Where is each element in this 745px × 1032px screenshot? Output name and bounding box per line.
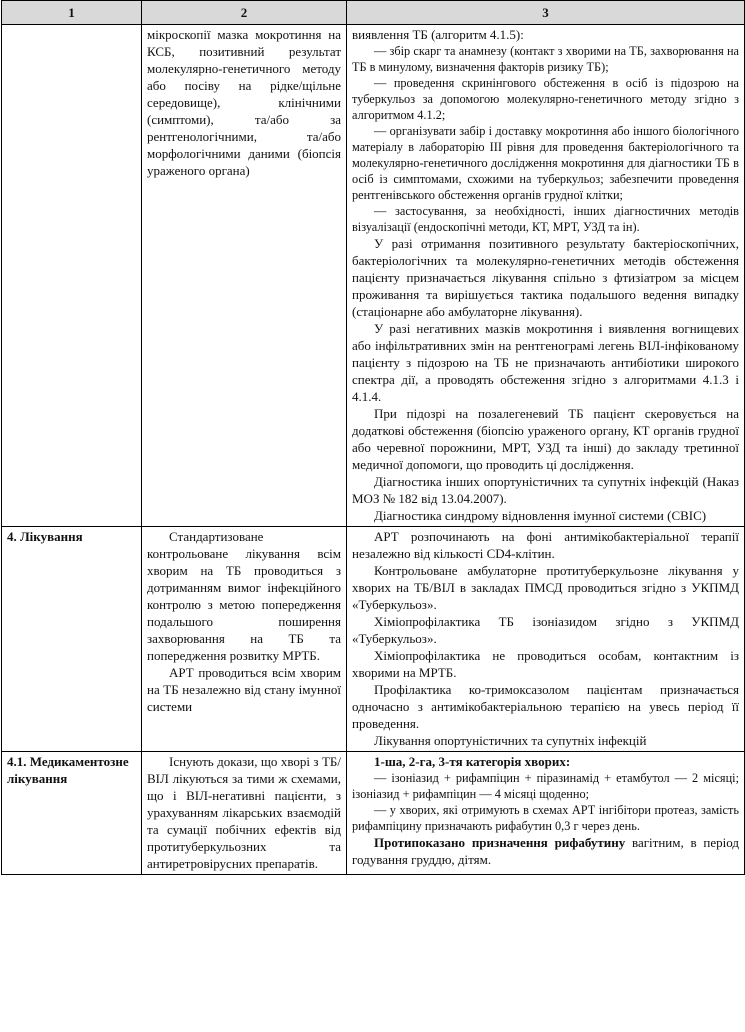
- actions-cell: [347, 25, 745, 527]
- regimen-item: — ізоніазид + рифампіцин + піразинамід + етамбутол — 2 місяці; ізоніазид + рифампіцин — 4 місяці щоденно;: [352, 771, 739, 801]
- stage-cell: [2, 752, 142, 875]
- requirements-cell: [142, 527, 347, 752]
- actions-list-item: — застосування, за необхідності, інших діагностичних методів візуалізації (ендоскопічні методи, КТ, МРТ, УЗД та ін).: [352, 204, 739, 234]
- actions-paragraph: У разі негативних мазків мокротиння і виявлення вогнищевих або інфільтративних змін на рентгенограмі легень ВІЛ-інфікованому пацієнту з підозрою на ТБ не призначають антибіотики широкого спектра дії, а проводять обстеження згідно з алгоритмами 4.1.3 і 4.1.4.: [352, 321, 739, 404]
- stage-title: 4. Лікування: [7, 529, 83, 544]
- requirements-paragraph: АРТ проводиться всім хворим на ТБ незалежно від стану імунної системи: [147, 665, 341, 714]
- actions-cell: [347, 752, 745, 875]
- requirements-paragraph: Існують докази, що хворі з ТБ/ВІЛ лікуються за тими ж схемами, що і ВІЛ-негативні пацієнти, з урахуванням лікарських взаємодій та сумації побічних ефектів від протитуберкульозних та антиретровірусних препаратів.: [147, 754, 341, 871]
- regimen-item: — у хворих, які отримують в схемах АРТ інгібітори протеаз, замість рифампіцину призначають рифабутин 0,3 г через день.: [352, 803, 739, 833]
- table-row-treatment: [2, 527, 745, 752]
- table-header-row: [2, 1, 745, 25]
- column-header-2: 2: [142, 1, 347, 25]
- requirements-cell: [142, 25, 347, 527]
- actions-paragraph: Діагностика синдрому відновлення імунної системи (СВІС): [374, 508, 707, 523]
- actions-list-item: — організувати забір і доставку мокротиння або іншого біологічного матеріалу в лабораторію ІІІ рівня для проведення бактеріологічного та молекулярно-генетичного дослідження мокротиння для діагностики ТБ в осіб із симптомами, схожими на туберкульоз; забезпечити проведення рентгенівського обстеження органів грудної клітки;: [352, 124, 739, 202]
- actions-paragraph: АРТ розпочинають на фоні антимікобактеріальної терапії незалежно від кількості CD4-клітин.: [352, 529, 739, 561]
- column-header-1: 1: [2, 1, 142, 25]
- actions-line: виявлення ТБ (алгоритм 4.1.5):: [352, 27, 524, 42]
- actions-paragraph: Контрольоване амбулаторне протитуберкульозне лікування у хворих на ТБ/ВІЛ в закладах ПМСД проводиться згідно з УКПМД «Туберкульоз».: [352, 563, 739, 612]
- contraindication-bold: Протипоказано призначення рифабутину: [374, 835, 626, 850]
- contraindication-note: [352, 834, 739, 868]
- requirements-cell: [142, 752, 347, 875]
- actions-paragraph: При підозрі на позалегеневий ТБ пацієнт скеровується на додаткові обстеження (біопсію ураженого органу, КТ органів грудної або черевної порожнини, МРТ, УЗД та інші) до закладу третинної медичної допомоги, що проводить ці дослідження.: [352, 406, 739, 472]
- column-header-3: 3: [347, 1, 745, 25]
- actions-paragraph: Профілактика ко-тримоксазолом пацієнтам призначається одночасно з антимікобактеріальною терапією на увесь період її проведення.: [352, 682, 739, 731]
- contraindication-rest: вагітним, в період годування груддю, дітям.: [352, 835, 739, 867]
- actions-paragraph: У разі отримання позитивного результату бактеріоскопічних, бактеріологічних та молекулярно-генетичних методів обстеження пацієнту призначається лікування спільно з фтизіатром за місцем проживання та вирішується тактика подальшого ведення випадку (стаціонарне або амбулаторне лікування).: [352, 236, 739, 319]
- table-row-drug-treatment: [2, 752, 745, 875]
- actions-paragraph: Хіміопрофілактика ТБ ізоніазидом згідно з УКПМД «Туберкульоз».: [352, 614, 739, 646]
- stage-cell: [2, 527, 142, 752]
- protocol-table: [1, 0, 745, 875]
- requirements-paragraph: Стандартизоване контрольоване лікування всім хворим на ТБ проводиться з дотриманням вимог інфекційного контролю з метою попередження подальшого поширення захворювання на ТБ та попередження розвитку МРТБ.: [147, 529, 341, 663]
- actions-paragraph: Діагностика інших опортуністичних та супутніх інфекцій (Наказ МОЗ № 182 від 13.04.2007).: [352, 474, 739, 506]
- patient-category-heading: 1-ша, 2-га, 3-тя категорія хворих:: [374, 754, 571, 769]
- stage-title: 4.1. Медикаментозне лікування: [7, 754, 129, 786]
- actions-list-item: — збір скарг та анамнезу (контакт з хворими на ТБ, захворювання на ТБ в минулому, визначення факторів ризику ТБ);: [352, 44, 739, 74]
- stage-cell: [2, 25, 142, 527]
- actions-paragraph: Хіміопрофілактика не проводиться особам, контактним із хворими на МРТБ.: [352, 648, 739, 680]
- actions-cell: [347, 527, 745, 752]
- requirements-text: мікроскопії мазка мокротиння на КСБ, позитивний результат молекулярно-генетичного методу або посіву на рідке/щільне середовище), клінічними (симптоми), та/або за рентгенологічними, та/або морфологічними даними (біопсія ураженого органа): [147, 27, 341, 178]
- table-row-diagnostics-continued: [2, 25, 745, 527]
- actions-list-item: — проведення скринінгового обстеження в осіб із підозрою на туберкульоз за допомогою молекулярно-генетичного методу згідно з алгоритмом 4.1.2;: [352, 76, 739, 122]
- actions-paragraph: Лікування опортуністичних та супутніх інфекцій: [374, 733, 647, 748]
